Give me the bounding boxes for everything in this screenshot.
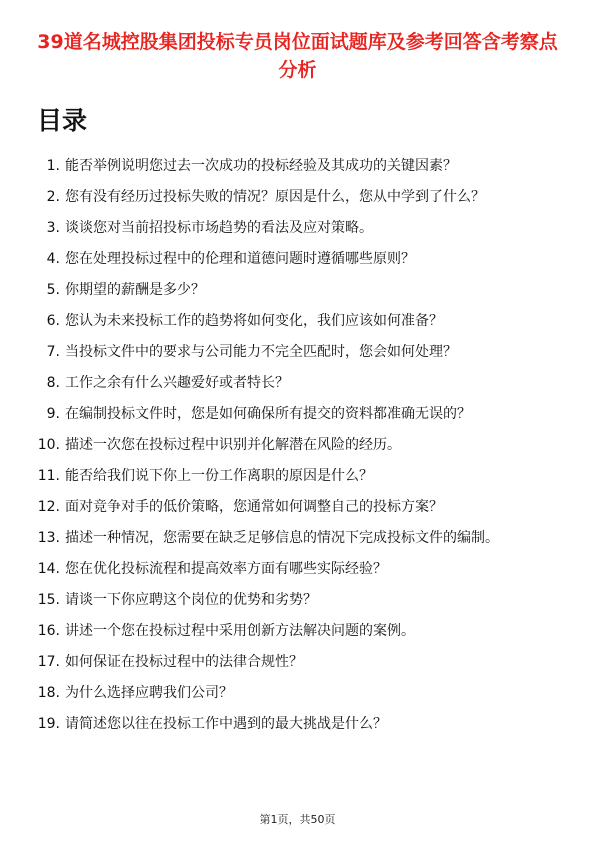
- toc-item[interactable]: [0, 714, 595, 734]
- toc-item-text: 面对竞争对手的低价策略，您通常如何调整自己的投标方案？: [65, 499, 443, 515]
- toc-item-number: 18.: [37, 685, 60, 701]
- toc-item[interactable]: [0, 497, 595, 517]
- toc-item-text: 您有没有经历过投标失败的情况？原因是什么，您从中学到了什么？: [65, 189, 485, 205]
- toc-item[interactable]: [0, 342, 595, 362]
- toc-item-number: 6.: [46, 313, 60, 329]
- toc-item-text: 当投标文件中的要求与公司能力不完全匹配时，您会如何处理？: [65, 344, 457, 360]
- toc-item-number: 1.: [46, 158, 60, 174]
- toc-item-text: 请谈一下你应聘这个岗位的优势和劣势？: [65, 592, 317, 608]
- toc-item[interactable]: [0, 373, 595, 393]
- toc-item[interactable]: [0, 652, 595, 672]
- toc-item-number: 19.: [37, 716, 60, 732]
- toc-item-number: 15.: [37, 592, 60, 608]
- toc-item[interactable]: [0, 187, 595, 207]
- toc-item-number: 17.: [37, 654, 60, 670]
- toc-item-number: 12.: [37, 499, 60, 515]
- toc-item-text: 您在处理投标过程中的伦理和道德问题时遵循哪些原则？: [65, 251, 415, 267]
- toc-item[interactable]: [0, 218, 595, 238]
- toc-item[interactable]: [0, 156, 595, 176]
- toc-item-number: 5.: [46, 282, 60, 298]
- toc-item-number: 13.: [37, 530, 60, 546]
- toc-item-text: 在编制投标文件时，您是如何确保所有提交的资料都准确无误的？: [65, 406, 471, 422]
- toc-item-text: 请简述您以往在投标工作中遇到的最大挑战是什么？: [65, 716, 387, 732]
- toc-item[interactable]: [0, 404, 595, 424]
- toc-item[interactable]: [0, 528, 595, 548]
- toc-item-number: 16.: [37, 623, 60, 639]
- toc-item-number: 7.: [46, 344, 60, 360]
- toc-heading: 目录: [37, 106, 88, 135]
- toc-item-number: 8.: [46, 375, 60, 391]
- toc-item[interactable]: [0, 590, 595, 610]
- toc-item[interactable]: [0, 559, 595, 579]
- toc-item-text: 工作之余有什么兴趣爱好或者特长？: [65, 375, 289, 391]
- toc-item[interactable]: [0, 683, 595, 703]
- toc-item[interactable]: [0, 466, 595, 486]
- toc-item-text: 您认为未来投标工作的趋势将如何变化，我们应该如何准备？: [65, 313, 443, 329]
- toc-item-text: 讲述一个您在投标过程中采用创新方法解决问题的案例。: [65, 623, 415, 639]
- toc-item-text: 描述一种情况，您需要在缺乏足够信息的情况下完成投标文件的编制。: [65, 530, 499, 546]
- toc-item-number: 3.: [46, 220, 60, 236]
- toc-item[interactable]: [0, 621, 595, 641]
- toc-item-text: 为什么选择应聘我们公司？: [65, 685, 233, 701]
- toc-item[interactable]: [0, 280, 595, 300]
- toc-item[interactable]: [0, 435, 595, 455]
- toc-item-text: 能否给我们说下你上一份工作离职的原因是什么？: [65, 468, 373, 484]
- page-footer: 第1页，共50页: [259, 813, 336, 826]
- toc-item-number: 11.: [37, 468, 60, 484]
- toc-item-text: 你期望的薪酬是多少？: [65, 282, 205, 298]
- toc-item-number: 2.: [46, 189, 60, 205]
- toc-list: [0, 156, 595, 745]
- toc-item-number: 4.: [46, 251, 60, 267]
- toc-item-number: 9.: [46, 406, 60, 422]
- toc-item-text: 描述一次您在投标过程中识别并化解潜在风险的经历。: [65, 437, 401, 453]
- toc-item[interactable]: [0, 311, 595, 331]
- toc-item[interactable]: [0, 249, 595, 269]
- toc-item-text: 能否举例说明您过去一次成功的投标经验及其成功的关键因素？: [65, 158, 457, 174]
- toc-item-text: 您在优化投标流程和提高效率方面有哪些实际经验？: [65, 561, 387, 577]
- toc-item-number: 10.: [37, 437, 60, 453]
- document-title: 39道名城控股集团投标专员岗位面试题库及参考回答含考察点分析: [37, 31, 558, 81]
- toc-item-text: 如何保证在投标过程中的法律合规性？: [65, 654, 303, 670]
- toc-item-text: 谈谈您对当前招投标市场趋势的看法及应对策略。: [65, 220, 373, 236]
- toc-item-number: 14.: [37, 561, 60, 577]
